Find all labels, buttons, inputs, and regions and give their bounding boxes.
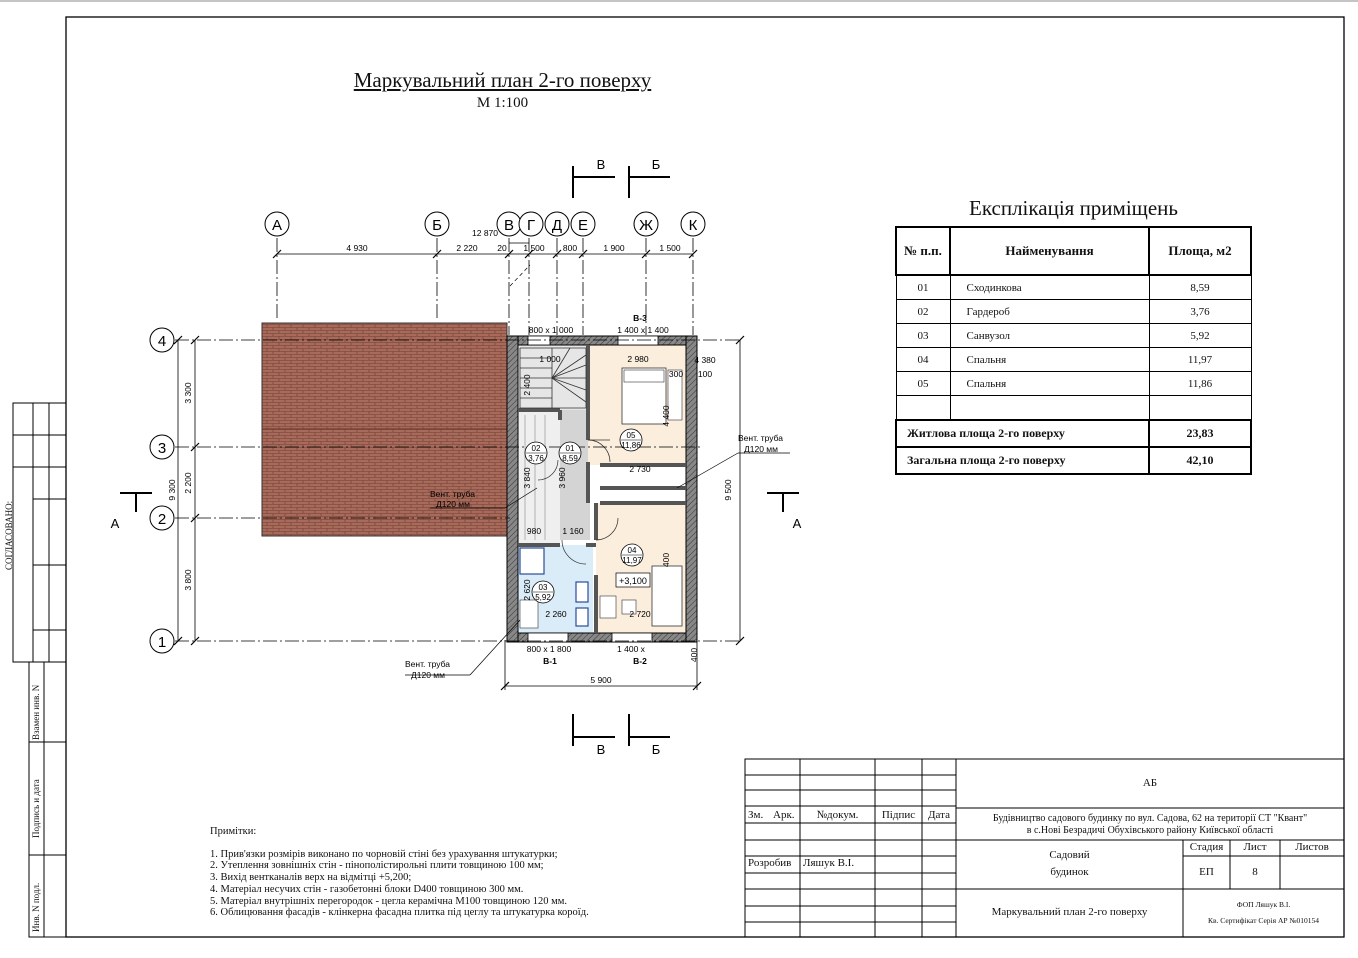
dim-text: 4 400: [661, 405, 671, 427]
room-area: 11,86: [621, 441, 641, 450]
dim-text: 4 930: [346, 243, 368, 253]
dim-text: 1 160: [562, 526, 584, 536]
dim-text: 100: [697, 369, 713, 379]
dim-text: 1 400 x 1 400: [617, 325, 669, 335]
dim-text: 800: [562, 243, 578, 253]
table-row-empty: [896, 396, 1251, 421]
axis-label: А: [271, 217, 283, 234]
table-row: [896, 348, 1251, 372]
notes-block: [210, 826, 670, 919]
living-area-value: 23,83: [1149, 420, 1251, 447]
living-area-row: [896, 420, 1251, 447]
dim-text: 2 220: [456, 243, 478, 253]
header-name: Найменування: [950, 227, 1149, 275]
stage-label: Стадия: [1189, 841, 1224, 853]
dim-text: 800 x 1 800: [526, 644, 572, 654]
stamp-agreed: СОГЛАСОВАНО:: [4, 500, 14, 570]
axis-label: Д: [551, 217, 563, 234]
dim-text: 980: [526, 526, 542, 536]
section-mark: Б: [651, 157, 661, 172]
dim-text: 300: [668, 369, 684, 379]
vent-label: Д120 мм: [411, 670, 445, 680]
table-row: [896, 275, 1251, 300]
row-number: 04: [896, 348, 950, 372]
company-name: ФОП Ляшук В.І.: [1236, 900, 1291, 909]
dim-text: 9 500: [723, 479, 733, 501]
row-number: 05: [896, 372, 950, 396]
axis-label: Е: [577, 217, 589, 234]
dim-text: 2 260: [545, 609, 567, 619]
dim-text: 2 400: [522, 374, 532, 396]
stage-value: ЕП: [1199, 866, 1214, 878]
dim-text: 2 620: [522, 579, 532, 601]
section-mark: Б: [651, 742, 661, 757]
living-area-label: Житлова площа 2-го поверху: [896, 420, 1149, 447]
window-mark: В-3: [633, 313, 647, 323]
total-area-row: [896, 447, 1251, 474]
row-name: Сходинкова: [950, 275, 1149, 300]
room-area: 8,59: [562, 454, 578, 463]
dim-text: 20: [497, 243, 507, 253]
explication-title: Експлікація приміщень: [969, 196, 1178, 220]
row-name: Спальня: [950, 348, 1149, 372]
note-item: 4. Матеріал несучих стін - газобетонні блоки D400 товщиною 300 мм.: [210, 883, 524, 895]
row-area: 11,86: [1149, 372, 1251, 396]
role-label: Розробив: [748, 857, 792, 869]
author-name: Ляшук В.І.: [803, 857, 855, 869]
row-name: Спальня: [950, 372, 1149, 396]
dim-text: 1 900: [603, 243, 625, 253]
sheet-title: Маркувальний план 2-го поверху: [353, 68, 652, 92]
dim-text: 3 300: [183, 382, 193, 404]
section-mark: В: [596, 742, 606, 757]
note-item: 6. Облицювання фасадів - клінкерна фасадна плитка під цеглу та штукатурка короїд.: [210, 907, 589, 919]
notes-header: Примітки:: [210, 826, 257, 837]
stamp-sign: Подпись и дата: [31, 779, 41, 838]
dim-text: 400: [689, 647, 699, 663]
col-izm: Зм.: [748, 809, 764, 821]
section-mark: А: [792, 516, 802, 531]
window-mark: В-2: [633, 656, 647, 666]
object-line2: будинок: [1050, 866, 1089, 878]
dim-text: 5 900: [590, 675, 612, 685]
dim-text: 4 380: [694, 355, 716, 365]
room-number: 04: [627, 546, 637, 555]
header-number: № п.п.: [896, 227, 950, 275]
dim-text: 3 800: [183, 569, 193, 591]
dim-text: 1 500: [523, 243, 545, 253]
axis-label: Г: [526, 217, 536, 234]
axis-label: 1: [157, 634, 167, 651]
note-item: 5. Матеріал внутрішніх перегородок - цегла керамічна М100 товщиною 120 мм.: [210, 895, 568, 907]
header-area: Площа, м2: [1149, 227, 1251, 275]
row-area: 5,92: [1149, 324, 1251, 348]
doc-code: АБ: [1142, 777, 1158, 789]
dim-text: 3 960: [557, 467, 567, 489]
sheets-label: Листов: [1295, 841, 1329, 853]
vent-label: Д120 мм: [744, 444, 778, 454]
total-area-label: Загальна площа 2-го поверху: [896, 447, 1149, 474]
certificate: Кв. Сертифікат Серія АР №010154: [1207, 916, 1320, 925]
row-name: Гардероб: [950, 300, 1149, 324]
table-row: [896, 324, 1251, 348]
total-area-value: 42,10: [1149, 447, 1251, 474]
project-line1: Будівництво садового будинку по вул. Садова, 62 на території СТ "Квант": [992, 813, 1308, 824]
row-name: Санвузол: [950, 324, 1149, 348]
table-row: [896, 372, 1251, 396]
sheet-scale: М 1:100: [476, 95, 529, 111]
col-date: Дата: [928, 809, 950, 821]
note-item: 1. Прив'язки розмірів виконано по чорновій стіні без урахування штукатурки;: [210, 848, 558, 860]
axis-label: Б: [432, 217, 442, 234]
dim-text: 1 400 x: [617, 644, 645, 654]
row-area: 8,59: [1149, 275, 1251, 300]
row-number: 01: [896, 275, 950, 300]
dim-text: 12 870: [472, 228, 498, 238]
dim-text: 2 200: [183, 472, 193, 494]
room-number: 01: [565, 444, 575, 453]
note-item: 2. Утеплення зовнішніх стін - пінополістирольні плити товщиною 100 мм;: [210, 860, 544, 872]
project-line2: в с.Нові Безрадичі Обухівського району Київської області: [1026, 825, 1274, 836]
level-mark: +3,100: [619, 576, 647, 586]
section-mark: В: [596, 157, 606, 172]
room-number: 03: [538, 583, 548, 592]
sheet-number: 8: [1252, 866, 1258, 878]
axis-label: 2: [157, 511, 167, 528]
dim-text: 1 500: [659, 243, 681, 253]
stamp-replace: Взамен инв. N: [31, 684, 41, 740]
dim-text: 2 730: [629, 464, 651, 474]
dim-text: 2 720: [629, 609, 651, 619]
col-ark: Арк.: [773, 809, 795, 821]
col-doc: №докум.: [816, 809, 859, 821]
axis-label: К: [688, 217, 698, 234]
axis-label: 3: [157, 440, 167, 457]
dim-text: 3 840: [522, 467, 532, 489]
room-area: 3,76: [528, 454, 544, 463]
window-mark: В-1: [543, 656, 557, 666]
room-area: 5,92: [535, 593, 551, 602]
axis-label: 4: [157, 333, 167, 350]
axis-label: В: [503, 217, 515, 234]
vent-label: Д120 мм: [436, 499, 470, 509]
dim-text: 800 x 1 000: [528, 325, 574, 335]
row-number: 03: [896, 324, 950, 348]
row-number: 02: [896, 300, 950, 324]
dim-text: 400: [661, 552, 671, 568]
section-mark: А: [110, 516, 120, 531]
vent-label: Вент. труба: [738, 433, 784, 443]
note-item: 3. Вихід вентканалів верх на відмітці +5,200;: [210, 872, 412, 884]
axis-label: Ж: [639, 217, 653, 234]
row-area: 3,76: [1149, 300, 1251, 324]
dim-text: 9 300: [167, 479, 177, 501]
room-number: 02: [531, 444, 541, 453]
explication-table: [895, 226, 1252, 475]
dim-text: 2 980: [627, 354, 649, 364]
vent-label: Вент. труба: [430, 489, 476, 499]
room-area: 11,97: [622, 556, 642, 565]
room-number: 05: [626, 431, 636, 440]
dim-text: 1 000: [539, 354, 561, 364]
object-line1: Садовий: [1049, 849, 1090, 861]
stamp-inv: Инв. N подл.: [31, 882, 41, 932]
col-sign: Підпис: [881, 809, 916, 821]
drawing-name: Маркувальний план 2-го поверху: [991, 906, 1148, 918]
vent-label: Вент. труба: [405, 659, 451, 669]
table-row: [896, 300, 1251, 324]
sheet-label: Лист: [1243, 841, 1267, 853]
row-area: 11,97: [1149, 348, 1251, 372]
